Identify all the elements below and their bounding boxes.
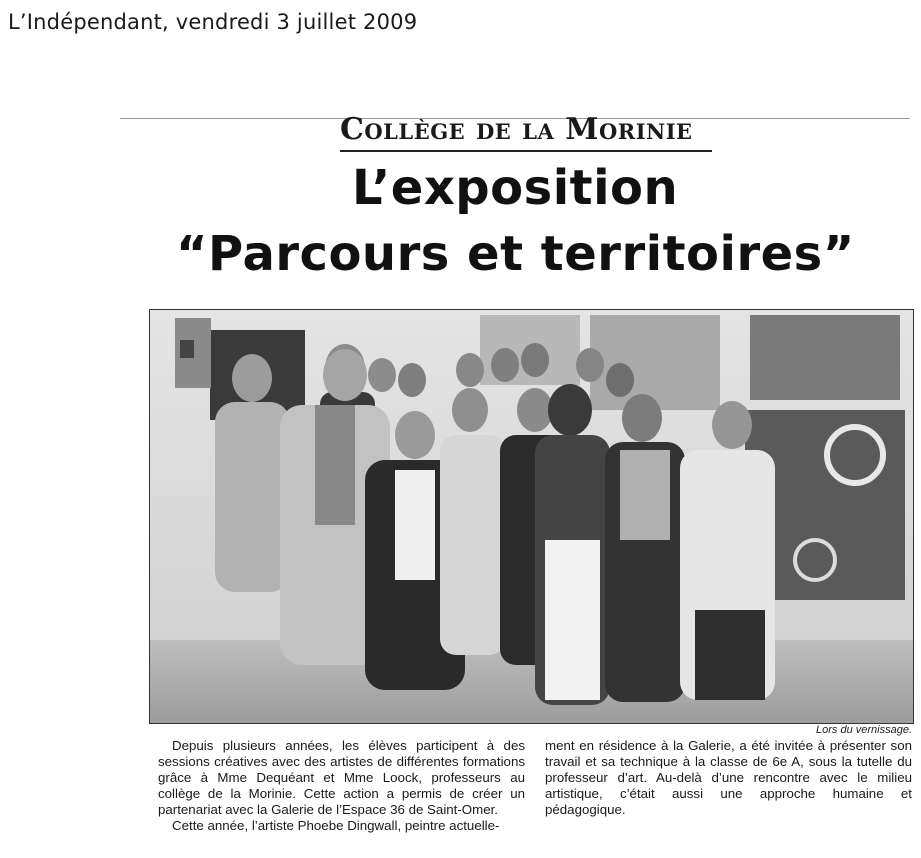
paragraph: Depuis plusieurs années, les élèves participent à des sessions créatives avec des artistes de différentes formations grâce à Mme Dequéant et Mme Loock, professeurs au collège de la Morinie. Cette action a permis de créer un partenariat avec la Galerie de l’Espace 36 de Saint-Omer. [158,738,525,817]
article-column-1 [158,738,525,853]
photo-caption: Lors du vernissage. [816,724,912,736]
article-kicker: Collège de la Morinie [340,112,693,147]
group-photo [149,309,914,724]
paragraph: ment en résidence à la Galerie, a été invitée à présenter son travail et sa technique à la classe de 6e A, sous la tutelle du professeur d’art. Au-delà d’une rencontre avec le milieu artistique, c’était aussi une approche humaine et pédagogique. [545,738,912,817]
article-body [158,738,913,853]
article-column-2 [545,738,912,853]
group-photo-illustration [150,310,913,723]
paragraph: Cette année, l’artiste Phoebe Dingwall, peintre actuelle- [172,818,500,833]
newspaper-dateline: L’Indépendant, vendredi 3 juillet 2009 [8,10,418,34]
kicker-underline [340,150,712,152]
headline-line-2: “Parcours et territoires” [176,226,855,282]
headline-line-1: L’exposition [352,160,679,216]
